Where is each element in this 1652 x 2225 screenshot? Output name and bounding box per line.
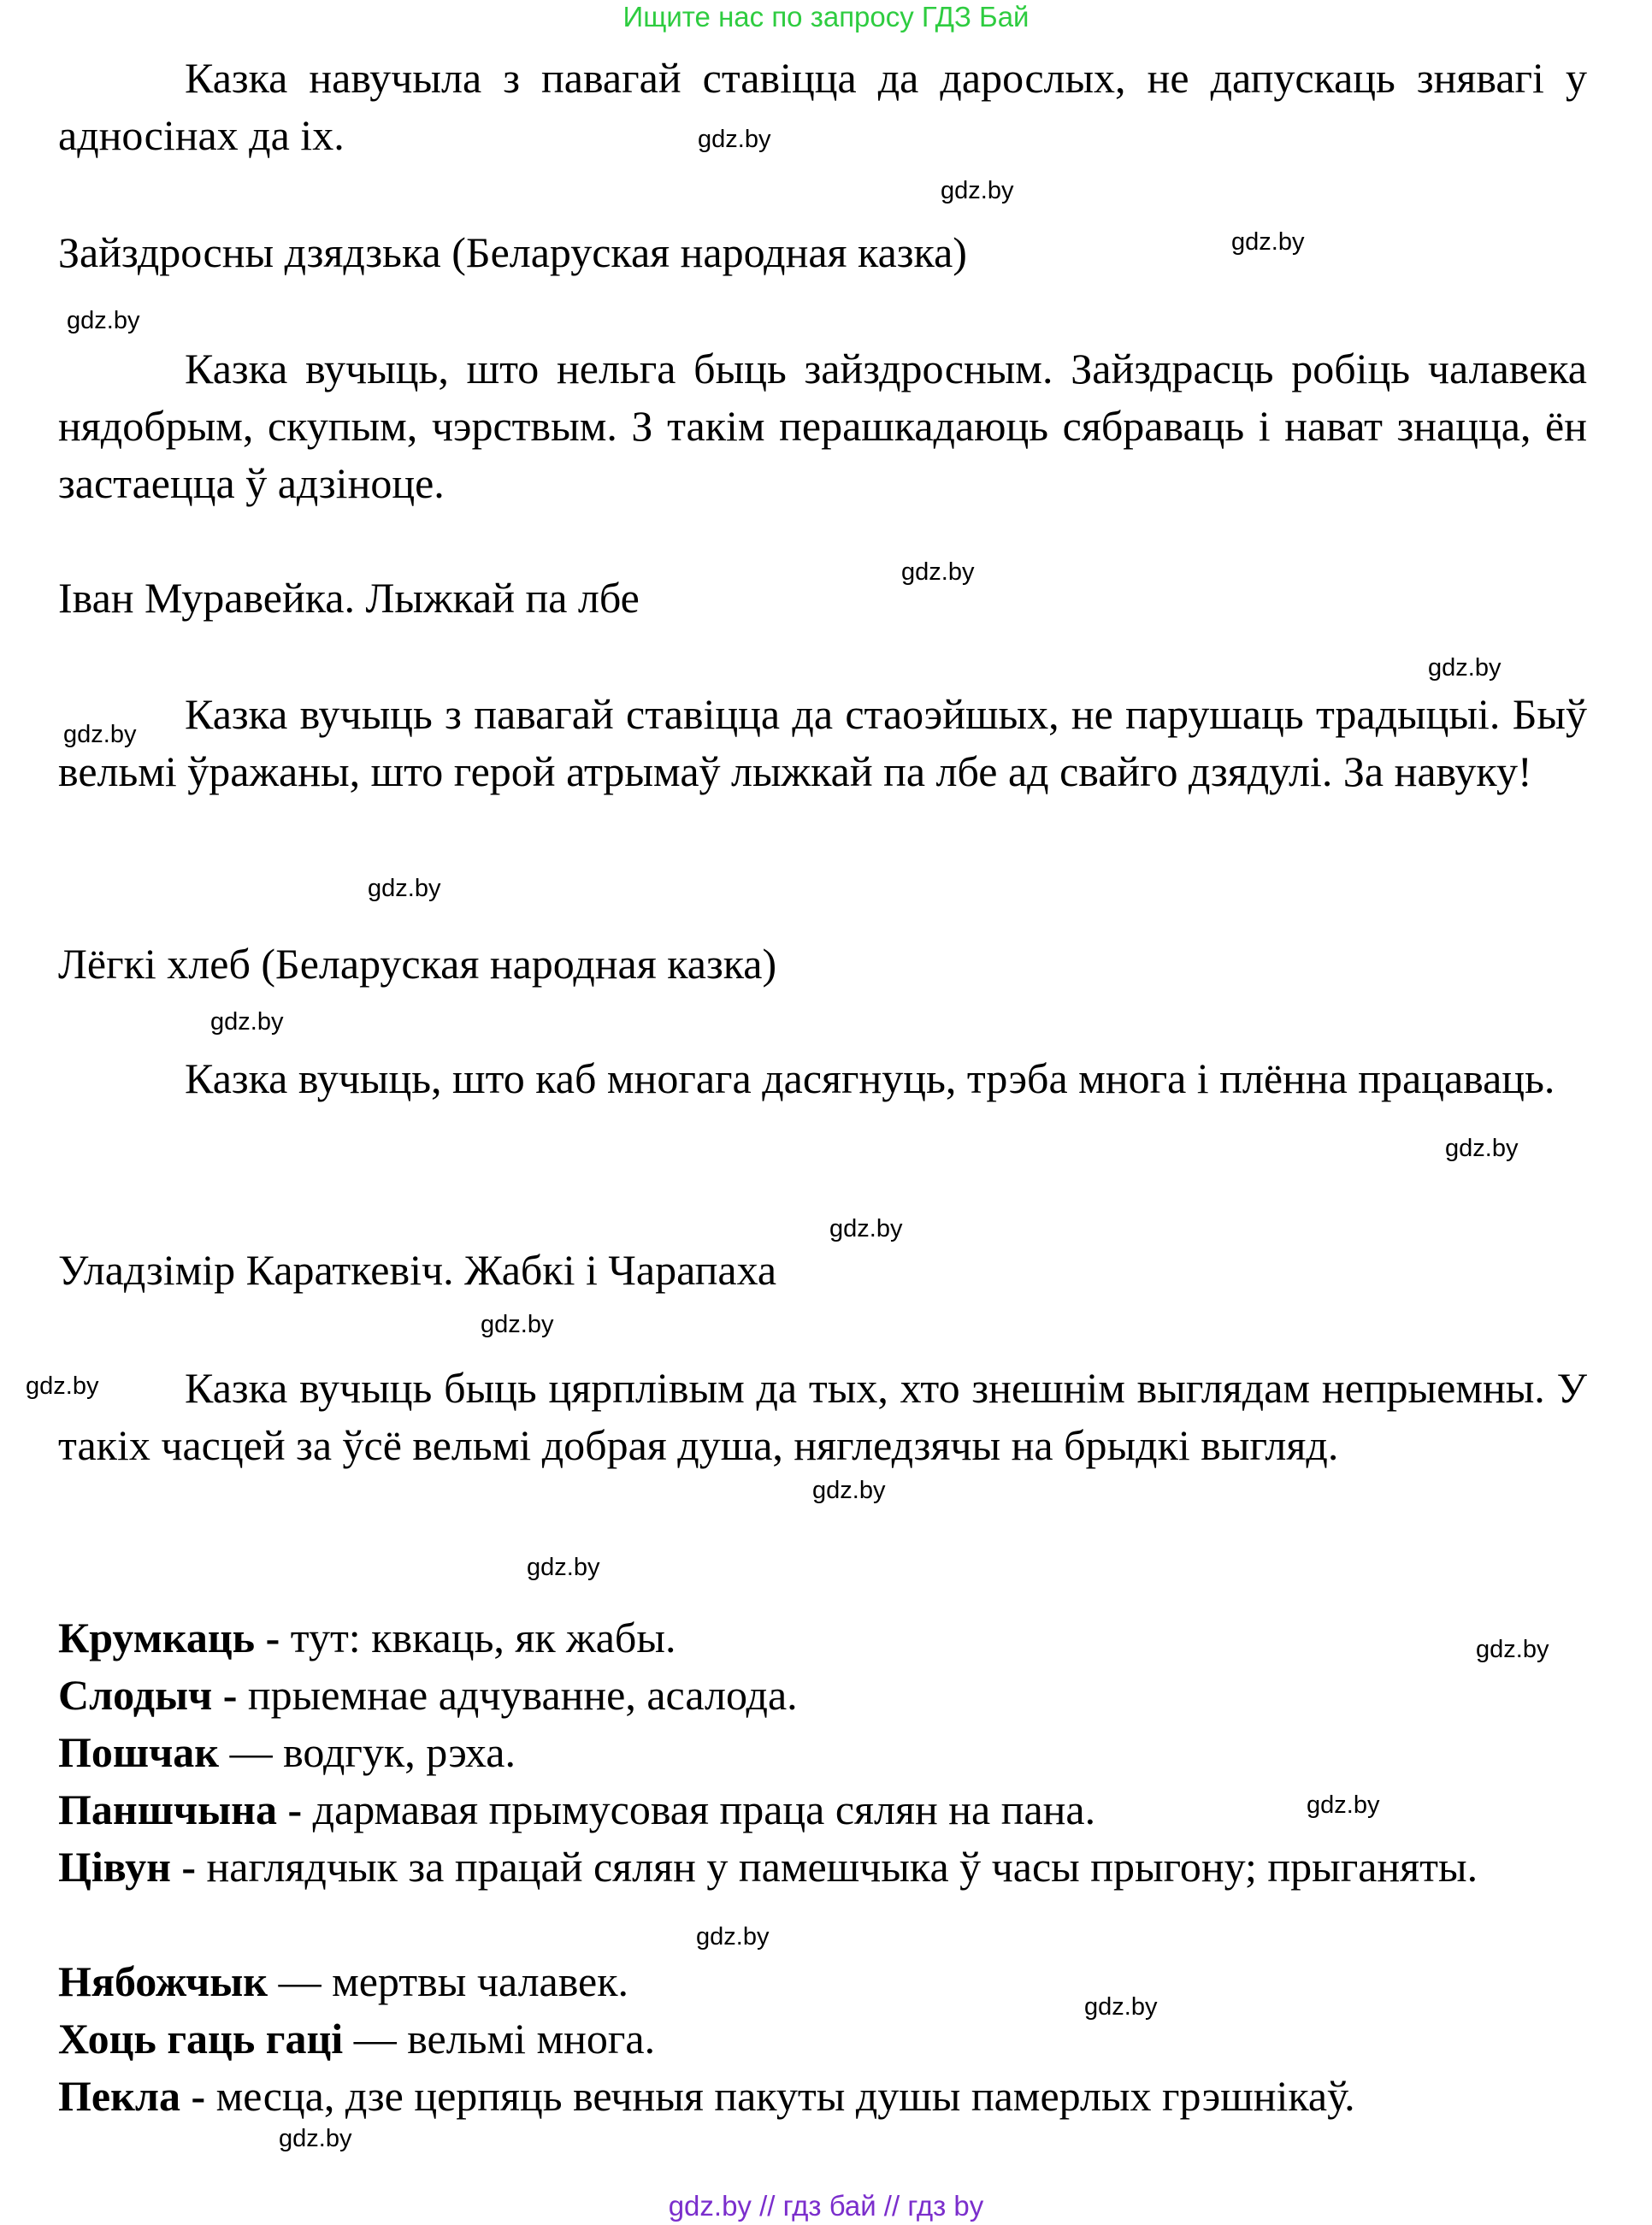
paragraph-2-text: Казка вучыць, што нельга быць зайздросным. Зайздрасць робіць чалавека нядобрым, скупым, чэрствым. З такім перашкадаюць сябраваць і нават знацца, ён застаецца ў адзіноце. (58, 345, 1587, 507)
footer-links: gdz.by // гдз бай // гдз by (668, 2190, 984, 2222)
glossary-definition: дармавая прымусовая праца сялян на пана. (312, 1785, 1096, 1833)
watermark: gdz.by (1428, 654, 1502, 682)
watermark: gdz.by (279, 2125, 352, 2152)
glossary-item (58, 1953, 1587, 2010)
glossary-separator: - (276, 1785, 313, 1833)
glossary-item (58, 2068, 1587, 2125)
watermark: gdz.by (527, 1554, 600, 1581)
glossary-item (58, 1609, 1587, 1667)
glossary-separator: - (180, 2072, 216, 2120)
glossary-separator: - (170, 1843, 207, 1891)
paragraph-3 (58, 686, 1587, 800)
glossary-term: Пекла (58, 2072, 180, 2120)
title-zaizdrosny: Зайздросны дзядзька (Беларуская народная казка) (58, 228, 967, 276)
glossary-item (58, 1838, 1587, 1896)
glossary-definition: тут: квкаць, як жабы. (290, 1614, 676, 1661)
glossary-term: Паншчына (58, 1785, 277, 1833)
top-banner: Ищите нас по запросу ГДЗ Бай (622, 1, 1030, 32)
watermark: gdz.by (1231, 228, 1305, 256)
glossary-definition: наглядчык за працай сялян у памешчыка ў часы прыгону; прыганяты. (206, 1843, 1478, 1891)
paragraph-4 (58, 1050, 1587, 1107)
glossary-term: Цівун (58, 1843, 171, 1891)
paragraph-5 (58, 1360, 1587, 1474)
glossary-separator: — (268, 1957, 333, 2005)
glossary-separator: — (343, 2015, 408, 2063)
glossary-separator: - (212, 1671, 248, 1719)
watermark: gdz.by (1476, 1636, 1549, 1663)
paragraph-4-text: Казка вучыць, што каб многага дасягнуць, трэба многа і плённа працаваць. (185, 1054, 1555, 1102)
watermark: gdz.by (481, 1311, 554, 1338)
title-liogki-khleb: Лёгкі хлеб (Беларуская народная казка) (58, 940, 777, 988)
paragraph-2 (58, 340, 1587, 512)
glossary-definition: вельмі многа. (407, 2015, 656, 2063)
paragraph-1-text: Казка навучыла з павагай ставіцца да дарослых, не дапускаць знявагі у адносінах да іх. (58, 54, 1587, 159)
glossary-term: Хоць гаць гаці (58, 2015, 344, 2063)
glossary-definition: прыемнае адчуванне, асалода. (247, 1671, 798, 1719)
paragraph-1 (58, 50, 1587, 164)
glossary-definition: водгук, рэха. (283, 1728, 516, 1776)
watermark: gdz.by (1307, 1791, 1380, 1819)
watermark: gdz.by (1084, 1993, 1158, 2021)
glossary-item (58, 1667, 1587, 1724)
glossary-term: Нябожчык (58, 1957, 268, 2005)
glossary-item (58, 1724, 1587, 1781)
watermark: gdz.by (1445, 1135, 1519, 1162)
title-lyzhkai-pa-lbe: Іван Муравейка. Лыжкай па лбе (58, 574, 640, 622)
title-zhabki-i-charapakha: Уладзімір Караткевіч. Жабкі і Чарапаха (58, 1246, 777, 1294)
watermark: gdz.by (63, 721, 137, 748)
watermark: gdz.by (698, 126, 771, 153)
paragraph-3-text: Казка вучыць з павагай ставіцца да стаоэйшых, не парушаць традыцыі. Быў вельмі ўражаны, што герой атрымаў лыжкай па лбе ад свайго дзядулі. За навуку! (58, 690, 1587, 795)
glossary-term: Слодыч (58, 1671, 213, 1719)
watermark: gdz.by (210, 1008, 284, 1036)
watermark: gdz.by (368, 875, 441, 902)
glossary-item (58, 2010, 1587, 2068)
watermark: gdz.by (67, 307, 140, 334)
watermark: gdz.by (696, 1923, 770, 1951)
glossary-separator: — (219, 1728, 284, 1776)
watermark: gdz.by (26, 1372, 99, 1400)
watermark: gdz.by (941, 177, 1014, 204)
watermark: gdz.by (901, 558, 975, 586)
glossary-separator: - (255, 1614, 291, 1661)
glossary-definition: мертвы чалавек. (332, 1957, 629, 2005)
paragraph-5-text: Казка вучыць быць цярплівым да тых, хто знешнім выглядам непрыемны. У такіх часцей за ўсё вельмі добрая душа, нягледзячы на брыдкі выгляд. (58, 1364, 1587, 1469)
watermark: gdz.by (812, 1477, 886, 1504)
watermark: gdz.by (829, 1215, 903, 1242)
glossary-term: Крумкаць (58, 1614, 256, 1661)
glossary-term: Пошчак (58, 1728, 220, 1776)
glossary-definition: месца, дзе церпяць вечныя пакуты душы памерлых грэшнікаў. (215, 2072, 1355, 2120)
